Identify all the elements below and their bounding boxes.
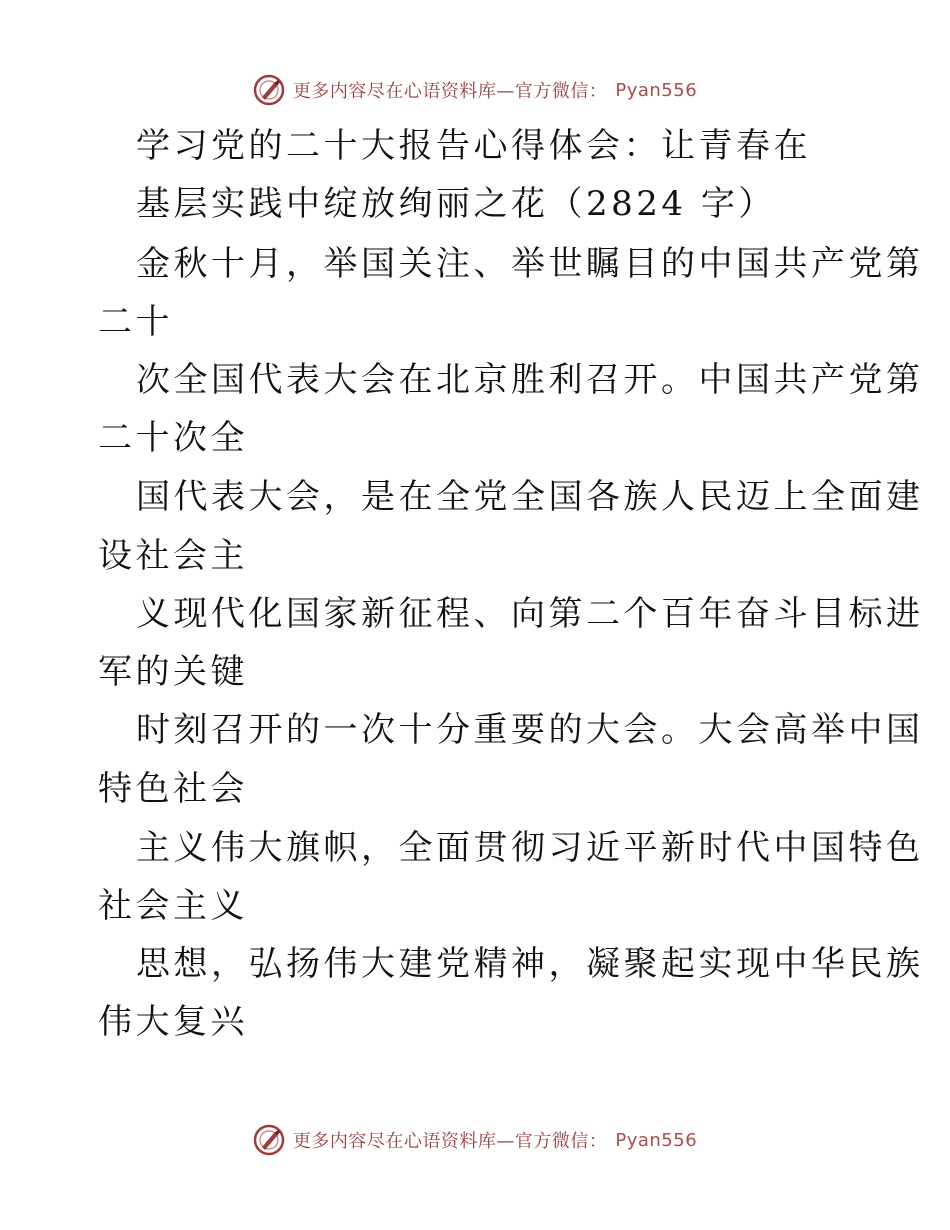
watermark-text: 更多内容尽在心语资料库—官方微信：: [292, 1131, 608, 1152]
body-line: 主义伟大旗帜，全面贯彻习近平新时代中国特色: [136, 828, 924, 868]
title-line-1: 学习党的二十大报告心得体会：让青春在: [136, 126, 811, 166]
body-line: 国代表大会，是在全党全国各族人民迈上全面建: [136, 477, 924, 517]
body-line: 二十次全: [98, 418, 248, 458]
body-line: 思想，弘扬伟大建党精神，凝聚起实现中华民族: [136, 944, 924, 984]
header-watermark: [0, 72, 950, 108]
body-line: 二十: [98, 302, 173, 342]
footer-watermark: [0, 1122, 950, 1158]
title-line-2: 基层实践中绽放绚丽之花（2824 字）: [136, 184, 776, 224]
body-line: 伟大复兴: [98, 1002, 248, 1042]
body-line: 金秋十月，举国关注、举世瞩目的中国共产党第: [136, 244, 924, 284]
pen-logo-icon: [253, 74, 285, 106]
body-line: 军的关键: [98, 652, 248, 692]
body-line: 设社会主: [98, 536, 248, 576]
body-line: 义现代化国家新征程、向第二个百年奋斗目标进: [136, 594, 924, 634]
watermark-wechat-id: Pyan556: [615, 79, 698, 101]
pen-logo-icon: [253, 1124, 285, 1156]
watermark-wechat-id: Pyan556: [615, 1129, 698, 1151]
body-line: 社会主义: [98, 886, 248, 926]
body-line: 时刻召开的一次十分重要的大会。大会高举中国: [136, 710, 924, 750]
watermark-text: 更多内容尽在心语资料库—官方微信：: [292, 81, 608, 102]
body-line: 特色社会: [98, 769, 248, 809]
body-line: 次全国代表大会在北京胜利召开。中国共产党第: [136, 360, 924, 400]
